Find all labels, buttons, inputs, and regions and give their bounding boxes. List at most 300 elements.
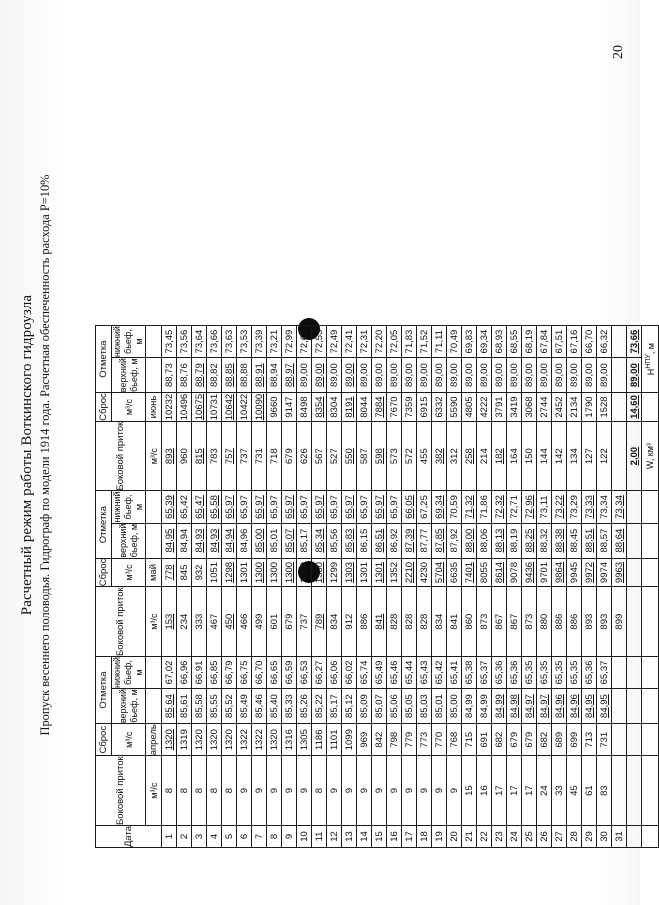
discharge-cell: 9436 (522, 558, 537, 587)
discharge-cell: 8614 (492, 558, 507, 587)
lower-level-cell: 65,36 (582, 656, 597, 688)
lateral-inflow-cell: 15 (462, 756, 477, 826)
header-level: Отметка (96, 491, 112, 558)
date-cell: 1 (162, 825, 177, 847)
footer-empty (627, 523, 642, 558)
footer-empty (642, 825, 659, 847)
header-empty (146, 656, 162, 688)
upper-level-cell: 85,40 (267, 689, 282, 724)
date-cell: 9 (282, 825, 297, 847)
lower-level-cell: 66,75 (237, 656, 252, 688)
header-discharge: Сброс (96, 558, 112, 587)
upper-level-cell: 84,95 (597, 689, 612, 724)
lateral-inflow-cell: 214 (477, 421, 492, 491)
lateral-inflow-cell: 527 (327, 421, 342, 491)
upper-level-cell: 87,92 (447, 523, 462, 558)
discharge-cell: 770 (432, 724, 447, 756)
lateral-inflow-cell: 234 (177, 587, 192, 657)
lateral-inflow-cell: 17 (522, 756, 537, 826)
discharge-cell: 3068 (522, 393, 537, 422)
header-lateral-inflow: Боковой приток (96, 756, 146, 826)
upper-level-cell: 88,57 (597, 523, 612, 558)
header-empty (146, 689, 162, 724)
lower-level-cell: 71,32 (462, 491, 477, 523)
lower-level-cell: 65,97 (327, 491, 342, 523)
discharge-cell: 6332 (432, 393, 447, 422)
discharge-cell: 1320 (192, 724, 207, 756)
date-cell: 7 (252, 825, 267, 847)
discharge-cell: 1305 (297, 724, 312, 756)
lateral-inflow-cell: 841 (372, 587, 387, 657)
discharge-cell: 1301 (372, 558, 387, 587)
upper-level-cell: 88,94 (267, 358, 282, 393)
discharge-cell: 8055 (477, 558, 492, 587)
table-row (342, 326, 357, 848)
table-row (552, 326, 567, 848)
lateral-inflow-cell: 499 (252, 587, 267, 657)
lower-level-cell: 72,49 (327, 326, 342, 358)
discharge-cell: 1320 (207, 724, 222, 756)
upper-level-cell: 89,00 (567, 358, 582, 393)
date-cell: 16 (387, 825, 402, 847)
header-empty (146, 326, 162, 358)
table-row (207, 326, 222, 848)
upper-level-cell: 85,22 (312, 689, 327, 724)
upper-level-cell: 89,00 (597, 358, 612, 393)
footer-h-label (642, 326, 659, 393)
lateral-inflow-cell: 550 (342, 421, 357, 491)
discharge-cell: 1101 (327, 724, 342, 756)
upper-level-cell: 89,00 (537, 358, 552, 393)
header-empty (146, 358, 162, 393)
discharge-cell: 6635 (447, 558, 462, 587)
lower-level-cell: 65,97 (387, 491, 402, 523)
lateral-inflow-cell: 312 (447, 421, 462, 491)
lateral-inflow-cell: 9 (387, 756, 402, 826)
lateral-inflow-cell: 867 (492, 587, 507, 657)
date-cell: 17 (402, 825, 417, 847)
lower-level-cell: 66,65 (267, 656, 282, 688)
upper-level-cell: 89,00 (477, 358, 492, 393)
upper-level-cell: 88,64 (612, 523, 627, 558)
lower-level-cell (612, 656, 627, 688)
lateral-inflow-cell: 9 (372, 756, 387, 826)
table-row (237, 326, 252, 848)
date-cell: 14 (357, 825, 372, 847)
lateral-inflow-cell: 737 (237, 421, 252, 491)
upper-level-cell: 86,51 (372, 523, 387, 558)
discharge-cell: 1316 (282, 724, 297, 756)
date-cell: 3 (192, 825, 207, 847)
lower-level-cell: 73,39 (252, 326, 267, 358)
lower-level-cell: 73,29 (567, 491, 582, 523)
table-row (387, 326, 402, 848)
upper-level-cell: 85,56 (327, 523, 342, 558)
discharge-cell: 1320 (162, 724, 177, 756)
discharge-cell: 9147 (282, 393, 297, 422)
lower-level-cell: 66,59 (282, 656, 297, 688)
upper-level-cell: 85,05 (402, 689, 417, 724)
discharge-cell: 1300 (312, 558, 327, 587)
table-row (507, 326, 522, 848)
lower-level-cell: 72,20 (372, 326, 387, 358)
discharge-cell: 1301 (357, 558, 372, 587)
lower-level-cell: 68,93 (492, 326, 507, 358)
discharge-cell: 1298 (222, 558, 237, 587)
lateral-inflow-cell: 9 (282, 756, 297, 826)
month-label: апрель (146, 724, 162, 756)
lateral-inflow-cell: 8 (312, 756, 327, 826)
lateral-inflow-cell: 8 (207, 756, 222, 826)
discharge-cell: 10496 (178, 393, 190, 421)
lateral-inflow-cell: 587 (357, 421, 372, 491)
footer-empty (627, 825, 642, 847)
lower-level-cell: 65,58 (207, 491, 222, 523)
discharge-cell: 699 (567, 724, 582, 756)
footer-empty (642, 523, 659, 558)
footer-volume-label: W, км³ (642, 421, 659, 491)
date-cell: 12 (327, 825, 342, 847)
upper-level-cell: 89,00 (447, 358, 462, 393)
upper-level-cell: 88,19 (507, 523, 522, 558)
header-lower-pool: нижний бьеф, м (112, 326, 144, 358)
lateral-inflow-cell: 17 (492, 756, 507, 826)
upper-level-cell (612, 358, 627, 393)
date-cell: 29 (582, 825, 597, 847)
upper-level-cell: 85,46 (252, 689, 267, 724)
lateral-inflow-cell: 61 (582, 756, 597, 826)
lateral-inflow-cell: 880 (537, 587, 552, 657)
discharge-cell: 9974 (597, 558, 612, 587)
table-row (162, 326, 177, 848)
discharge-cell: 4805 (462, 393, 477, 422)
lateral-inflow-cell: 134 (567, 421, 582, 491)
date-cell: 25 (522, 825, 537, 847)
upper-level-cell: 85,49 (237, 689, 252, 724)
discharge-cell: 10090 (253, 393, 265, 421)
upper-level-cell: 88,51 (582, 523, 597, 558)
footer-h-unit: , м (646, 343, 656, 355)
upper-level-cell: 84,97 (537, 689, 552, 724)
lower-level-cell: 66,05 (402, 491, 417, 523)
lateral-inflow-cell: 828 (417, 587, 432, 657)
upper-level-cell: 89,00 (402, 358, 417, 393)
lateral-inflow-cell: 828 (402, 587, 417, 657)
lateral-inflow-cell: 466 (237, 587, 252, 657)
discharge-cell: 715 (462, 724, 477, 756)
discharge-cell: 1352 (387, 558, 402, 587)
lower-level-cell: 72,99 (282, 326, 297, 358)
date-cell: 5 (222, 825, 237, 847)
discharge-cell: 1099 (342, 724, 357, 756)
upper-level-cell: 88,06 (477, 523, 492, 558)
discharge-cell: 9945 (567, 558, 582, 587)
lower-level-cell: 65,36 (492, 656, 507, 688)
lower-level-cell: 73,33 (582, 491, 597, 523)
date-cell: 8 (267, 825, 282, 847)
lower-level-cell: 66,27 (312, 656, 327, 688)
lower-level-cell: 66,06 (327, 656, 342, 688)
table-row (372, 326, 387, 848)
discharge-cell: 969 (357, 724, 372, 756)
footer-empty (642, 587, 659, 657)
lower-level-cell: 71,83 (402, 326, 417, 358)
discharge-cell: 2210 (402, 558, 417, 587)
footer-empty (642, 724, 659, 756)
lower-level-cell: 65,43 (417, 656, 432, 688)
discharge-cell: 768 (447, 724, 462, 756)
date-cell: 30 (597, 825, 612, 847)
discharge-cell: 2744 (537, 393, 552, 422)
upper-level-cell: 84,95 (582, 689, 597, 724)
date-cell: 4 (207, 825, 222, 847)
month-label: июнь (146, 393, 162, 422)
header-discharge: Сброс (96, 724, 112, 756)
upper-level-cell: 89,00 (507, 358, 522, 393)
lateral-inflow-cell: 9 (402, 756, 417, 826)
upper-level-cell: 85,00 (252, 523, 267, 558)
lateral-inflow-cell: 886 (552, 587, 567, 657)
header-upper-pool: верхний бьеф, м (112, 358, 146, 393)
lateral-inflow-cell: 873 (477, 587, 492, 657)
lower-level-cell: 65,97 (267, 491, 282, 523)
discharge-cell: 10232 (163, 393, 175, 421)
table-row (597, 326, 612, 848)
table-row (612, 326, 627, 848)
lower-level-cell: 65,42 (432, 656, 447, 688)
lower-level-cell: 65,97 (237, 491, 252, 523)
upper-level-cell: 89,00 (582, 358, 597, 393)
table-row (327, 326, 342, 848)
discharge-cell: 7359 (402, 393, 417, 422)
upper-level-cell: 89,00 (387, 358, 402, 393)
discharge-cell: 7670 (387, 393, 402, 422)
table-row (267, 326, 282, 848)
lower-level-cell: 73,21 (267, 326, 282, 358)
table-row (492, 326, 507, 848)
lower-level-cell: 72,32 (492, 491, 507, 523)
lateral-inflow-cell: 153 (162, 587, 177, 657)
table-row (282, 326, 297, 848)
upper-level-cell: 84,96 (552, 689, 567, 724)
date-cell: 22 (477, 825, 492, 847)
lateral-inflow-cell: 8 (177, 756, 192, 826)
header-row-1 (96, 326, 112, 848)
lateral-inflow-cell: 598 (372, 421, 387, 491)
discharge-cell: 8044 (357, 393, 372, 422)
lower-level-cell: 65,74 (357, 656, 372, 688)
header-unit-q: м³/с (112, 724, 146, 756)
date-cell: 6 (237, 825, 252, 847)
lateral-inflow-cell: 9 (237, 756, 252, 826)
lower-level-cell: 68,55 (507, 326, 522, 358)
table-row (567, 326, 582, 848)
upper-level-cell: 85,00 (447, 689, 462, 724)
discharge-cell: 5590 (447, 393, 462, 422)
header-date: Дата (96, 825, 162, 847)
upper-level-cell: 84,97 (522, 689, 537, 724)
table-row (252, 326, 267, 848)
lateral-inflow-cell: 567 (312, 421, 327, 491)
upper-level-cell: 84,99 (477, 689, 492, 724)
footer-volume-value: 2,00 (627, 421, 642, 491)
lower-level-cell: 73,64 (192, 326, 207, 358)
lower-level-cell: 67,25 (417, 491, 432, 523)
header-level: Отметка (96, 326, 112, 393)
header-unit-q: м³/с (146, 421, 162, 491)
header-row-3 (146, 326, 162, 848)
footer-empty (627, 558, 642, 587)
footer-row (627, 326, 642, 848)
footer-empty (642, 656, 659, 688)
upper-level-cell: 85,07 (282, 523, 297, 558)
lateral-inflow-cell: 573 (387, 421, 402, 491)
header-lower-pool: нижний бьеф, м (112, 656, 144, 688)
upper-level-cell: 88,76 (177, 358, 192, 393)
discharge-cell: 8304 (327, 393, 342, 422)
date-cell: 11 (312, 825, 327, 847)
lateral-inflow-cell: 893 (582, 587, 597, 657)
lateral-inflow-cell: 679 (282, 587, 297, 657)
discharge-cell: 10731 (208, 393, 220, 421)
lower-level-cell: 66,32 (597, 326, 612, 358)
lateral-inflow-cell: 893 (597, 587, 612, 657)
upper-level-cell: 84,96 (237, 523, 252, 558)
lower-level-cell: 67,16 (567, 326, 582, 358)
table-row (222, 326, 237, 848)
lower-level-cell: 66,91 (192, 656, 207, 688)
discharge-cell: 731 (597, 724, 612, 756)
lateral-inflow-cell: 9 (252, 756, 267, 826)
upper-level-cell: 89,00 (327, 358, 342, 393)
lateral-inflow-cell: 960 (177, 421, 192, 491)
discharge-cell: 2134 (567, 393, 582, 422)
discharge-cell: 682 (537, 724, 552, 756)
discharge-cell: 679 (507, 724, 522, 756)
upper-level-cell: 85,17 (327, 689, 342, 724)
lower-level-cell: 65,97 (357, 491, 372, 523)
footer-empty (627, 724, 642, 756)
discharge-cell: 9963 (612, 558, 627, 587)
footer-empty (627, 491, 642, 523)
lateral-inflow-cell: 860 (462, 587, 477, 657)
lateral-inflow-cell: 626 (297, 421, 312, 491)
discharge-cell: 4222 (477, 393, 492, 422)
upper-level-cell: 89,00 (372, 358, 387, 393)
discharge-cell: 1528 (597, 393, 612, 422)
upper-level-cell: 84,93 (192, 523, 207, 558)
lower-level-cell: 66,79 (222, 656, 237, 688)
upper-level-cell: 88,13 (492, 523, 507, 558)
table-row (537, 326, 552, 848)
lower-level-cell: 73,66 (207, 326, 222, 358)
table-row (297, 326, 312, 848)
lateral-inflow-cell: 873 (522, 587, 537, 657)
upper-level-cell: 87,85 (432, 523, 447, 558)
lateral-inflow-cell: 455 (417, 421, 432, 491)
footer-empty (627, 689, 642, 724)
upper-level-cell: 85,26 (297, 689, 312, 724)
discharge-cell: 6915 (417, 393, 432, 422)
lateral-inflow-cell: 182 (492, 421, 507, 491)
discharge-cell: 773 (417, 724, 432, 756)
header-unit-q: м³/с (146, 587, 162, 657)
lateral-inflow-cell: 9 (267, 756, 282, 826)
discharge-cell: 691 (477, 724, 492, 756)
discharge-cell: 9972 (582, 558, 597, 587)
lower-level-cell: 67,84 (537, 326, 552, 358)
lower-level-cell: 69,83 (462, 326, 477, 358)
upper-level-cell: 84,94 (222, 523, 237, 558)
upper-level-cell: 89,00 (462, 358, 477, 393)
table-row (417, 326, 432, 848)
upper-level-cell: 85,12 (342, 689, 357, 724)
discharge-cell: 682 (492, 724, 507, 756)
upper-level-cell: 89,00 (492, 358, 507, 393)
footer-h-symbol: H (646, 368, 656, 376)
lower-level-cell: 65,49 (372, 656, 387, 688)
upper-level-cell: 88,38 (552, 523, 567, 558)
lateral-inflow-cell: 33 (552, 756, 567, 826)
lateral-inflow-cell: 9 (447, 756, 462, 826)
discharge-cell: 3791 (492, 393, 507, 422)
lower-level-cell: 66,70 (252, 656, 267, 688)
header-upper-pool: верхний бьеф, м (112, 523, 146, 558)
lateral-inflow-cell: 9 (342, 756, 357, 826)
lateral-inflow-cell: 912 (342, 587, 357, 657)
footer-empty (627, 587, 642, 657)
lower-level-cell: 73,11 (537, 491, 552, 523)
lower-level-cell: 65,97 (342, 491, 357, 523)
header-empty (146, 491, 162, 523)
header-upper-pool: верхний бьеф, м (112, 689, 146, 724)
lateral-inflow-cell: 8 (222, 756, 237, 826)
date-cell: 2 (177, 825, 192, 847)
upper-level-cell: 89,00 (342, 358, 357, 393)
upper-level-cell: 89,00 (357, 358, 372, 393)
upper-level-cell: 88,25 (522, 523, 537, 558)
date-cell: 19 (432, 825, 447, 847)
date-cell: 10 (297, 825, 312, 847)
upper-level-cell: 84,94 (177, 523, 192, 558)
lower-level-cell: 68,19 (522, 326, 537, 358)
upper-level-cell: 88,97 (282, 358, 297, 393)
upper-level-cell: 88,00 (462, 523, 477, 558)
date-cell: 15 (372, 825, 387, 847)
upper-level-cell: 88,91 (252, 358, 267, 393)
upper-level-cell: 88,45 (567, 523, 582, 558)
discharge-cell: 10642 (223, 393, 235, 421)
lower-level-cell: 65,41 (447, 656, 462, 688)
upper-level-cell: 84,93 (207, 523, 222, 558)
discharge-cell: 10675 (193, 393, 205, 421)
lower-level-cell: 65,46 (387, 656, 402, 688)
hydro-regime-table (95, 325, 659, 848)
table-row (357, 326, 372, 848)
table-row (402, 326, 417, 848)
date-cell: 23 (492, 825, 507, 847)
lower-level-cell: 65,97 (282, 491, 297, 523)
lower-level-cell: 66,02 (342, 656, 357, 688)
upper-level-cell: 89,00 (297, 358, 312, 393)
lower-level-cell: 65,44 (402, 656, 417, 688)
lateral-inflow-cell: 834 (327, 587, 342, 657)
lateral-inflow-cell: 783 (207, 421, 222, 491)
discharge-cell (612, 724, 627, 756)
discharge-cell: 778 (162, 558, 177, 587)
lateral-inflow-cell: 450 (222, 587, 237, 657)
footer-lower-value: 73,66 (627, 326, 642, 358)
